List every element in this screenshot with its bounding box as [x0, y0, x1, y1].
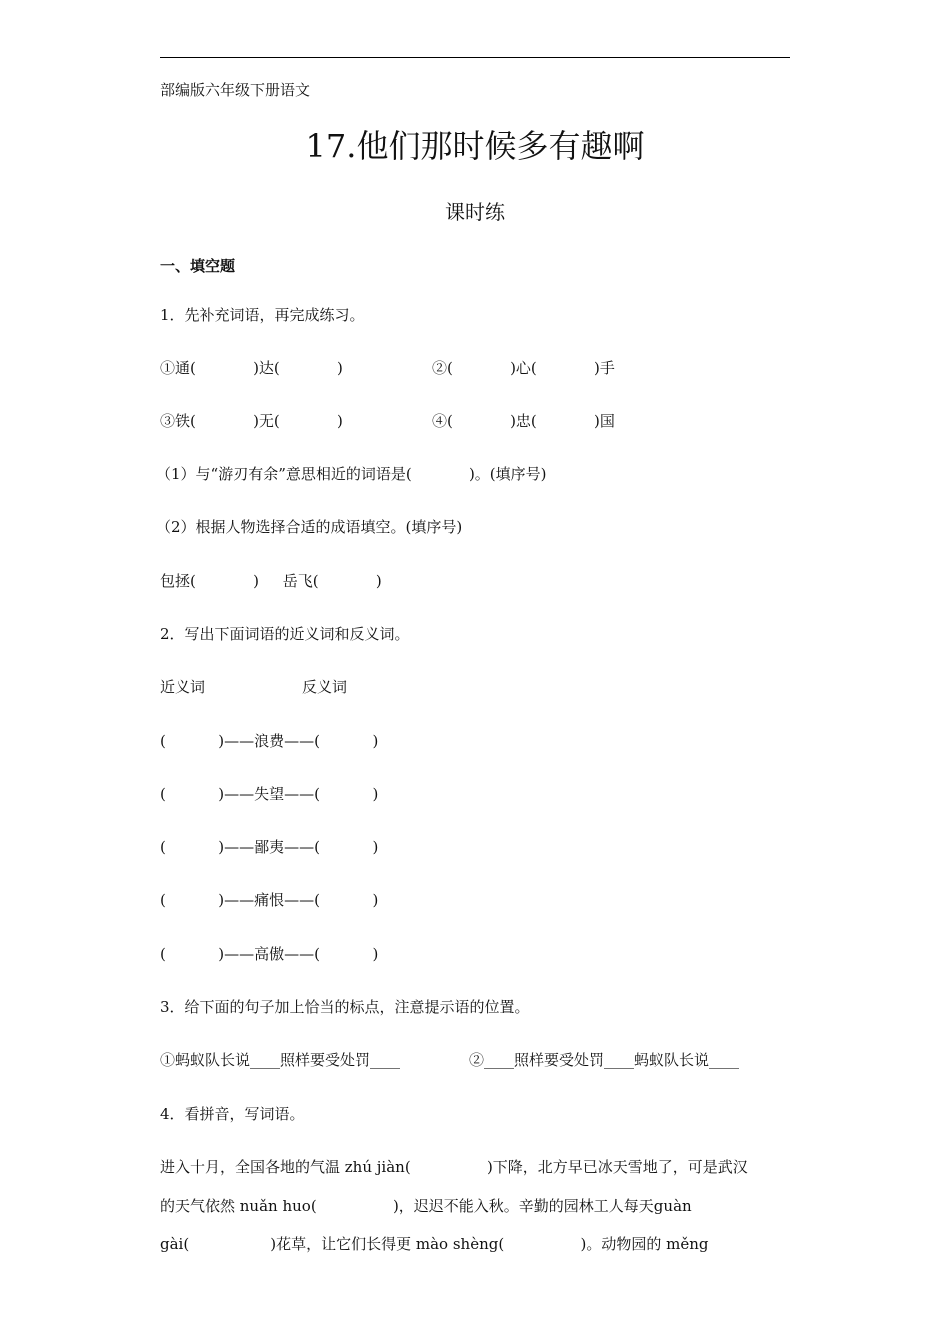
question-1-prompt: 1．先补充词语，再完成练习。 [160, 306, 365, 324]
section-heading: 一、填空题 [160, 257, 236, 275]
word-pair-row: ( )——失望——( ) [160, 785, 379, 803]
q4-passage-line-1: 进入十月，全国各地的气温 zhú jiàn( )下降，北方早已冰天雪地了，可是武汉 [160, 1158, 748, 1176]
q1-subquestion-1: （1）与“游刃有余”意思相近的词语是( )。(填序号) [156, 465, 547, 483]
q1-item-3: ③铁( )无( ) [160, 412, 343, 430]
page-title: 17.他们那时候多有趣啊 [305, 127, 645, 165]
word-pair-row: ( )——鄙夷——( ) [160, 838, 379, 856]
header-label: 部编版六年级下册语文 [160, 81, 311, 99]
header-rule [160, 57, 790, 58]
q1-fill-line: 包拯( ) 岳飞( ) [160, 572, 382, 590]
word-pair-row: ( )——浪费——( ) [160, 732, 379, 750]
question-3-prompt: 3．给下面的句子加上恰当的标点，注意提示语的位置。 [160, 998, 530, 1016]
q1-subquestion-2: （2）根据人物选择合适的成语填空。(填序号) [156, 518, 463, 536]
column-label-antonym: 反义词 [302, 678, 348, 696]
q4-passage-line-3: gài( )花草，让它们长得更 mào shèng( )。动物园的 měng [160, 1235, 709, 1253]
q4-passage-line-2: 的天气依然 nuǎn huo( )，迟迟不能入秋。辛勤的园林工人每天guàn [160, 1197, 692, 1215]
page-subtitle: 课时练 [445, 200, 505, 224]
word-pair-row: ( )——痛恨——( ) [160, 891, 379, 909]
word-pair-row: ( )——高傲——( ) [160, 945, 379, 963]
question-4-prompt: 4．看拼音，写词语。 [160, 1105, 305, 1123]
q3-sentence-2: ②____照样要受处罚____蚂蚁队长说____ [469, 1051, 740, 1069]
q1-item-2: ②( )心( )手 [432, 359, 615, 377]
q1-item-4: ④( )忠( )国 [432, 412, 615, 430]
q1-item-1: ①通( )达( ) [160, 359, 343, 377]
question-2-prompt: 2．写出下面词语的近义词和反义词。 [160, 625, 410, 643]
column-label-synonym: 近义词 [160, 678, 206, 696]
q3-sentence-1: ①蚂蚁队长说____照样要受处罚____ [160, 1051, 401, 1069]
